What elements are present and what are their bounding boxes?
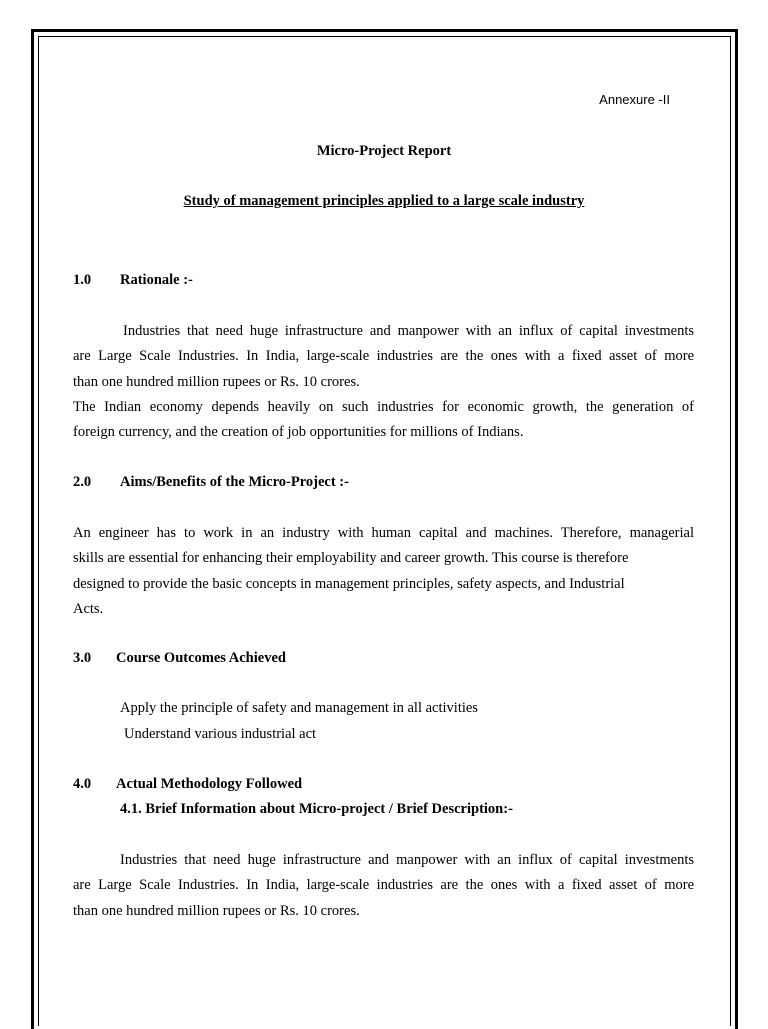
report-subtitle: Study of management principles applied to a large scale industry xyxy=(183,193,585,209)
description-paragraph xyxy=(73,848,694,924)
section-heading-aims xyxy=(73,474,349,491)
section-number: 1.0 xyxy=(73,272,92,288)
paragraph-line: designed to provide the basic concepts in management principles, safety aspects, and Industrial xyxy=(73,575,625,592)
paragraph-line: The Indian economy depends heavily on such industries for economic growth, the generation of xyxy=(73,398,694,415)
paragraph-line: foreign currency, and the creation of job opportunities for millions of Indians. xyxy=(73,424,524,441)
rationale-paragraph xyxy=(73,319,694,445)
paragraph-line: are Large Scale Industries. In India, large-scale industries are the ones with a fixed asset of more xyxy=(73,348,694,365)
paragraph-line: Acts. xyxy=(73,600,104,617)
section-heading-rationale xyxy=(73,272,193,289)
paragraph-line: skills are essential for enhancing their employability and career growth. This course is therefore xyxy=(73,550,629,567)
section-number: 4.0 xyxy=(73,776,92,792)
paragraph-line: Industries that need huge infrastructure and manpower with an influx of capital investments xyxy=(123,323,694,339)
section-heading-methodology xyxy=(73,776,303,793)
paragraph-line: are Large Scale Industries. In India, large-scale industries are the ones with a fixed asset of more xyxy=(73,877,694,894)
paragraph-line: Industries that need huge infrastructure and manpower with an influx of capital investments xyxy=(120,852,694,868)
report-title: Micro-Project Report xyxy=(316,143,452,159)
section-heading-outcomes xyxy=(73,650,286,667)
paragraph-line: than one hundred million rupees or Rs. 10 crores. xyxy=(73,902,360,919)
section-number: 2.0 xyxy=(73,474,92,490)
section-number: 3.0 xyxy=(73,650,92,666)
section-title: Aims/Benefits of the Micro-Project :- xyxy=(120,474,349,490)
annexure-label: Annexure -II xyxy=(599,92,670,107)
paragraph-line: An engineer has to work in an industry with human capital and machines. Therefore, managerial xyxy=(73,525,694,541)
aims-paragraph xyxy=(73,521,694,622)
outcome-item: Apply the principle of safety and management in all activities xyxy=(120,700,478,716)
paragraph-line: than one hundred million rupees or Rs. 10 crores. xyxy=(73,373,360,390)
outcome-item: Understand various industrial act xyxy=(124,726,317,742)
section-title: Course Outcomes Achieved xyxy=(116,650,286,666)
section-title: Actual Methodology Followed xyxy=(116,776,303,792)
subsection-heading: 4.1. Brief Information about Micro-project / Brief Description:- xyxy=(120,801,513,817)
section-title: Rationale :- xyxy=(120,272,193,288)
